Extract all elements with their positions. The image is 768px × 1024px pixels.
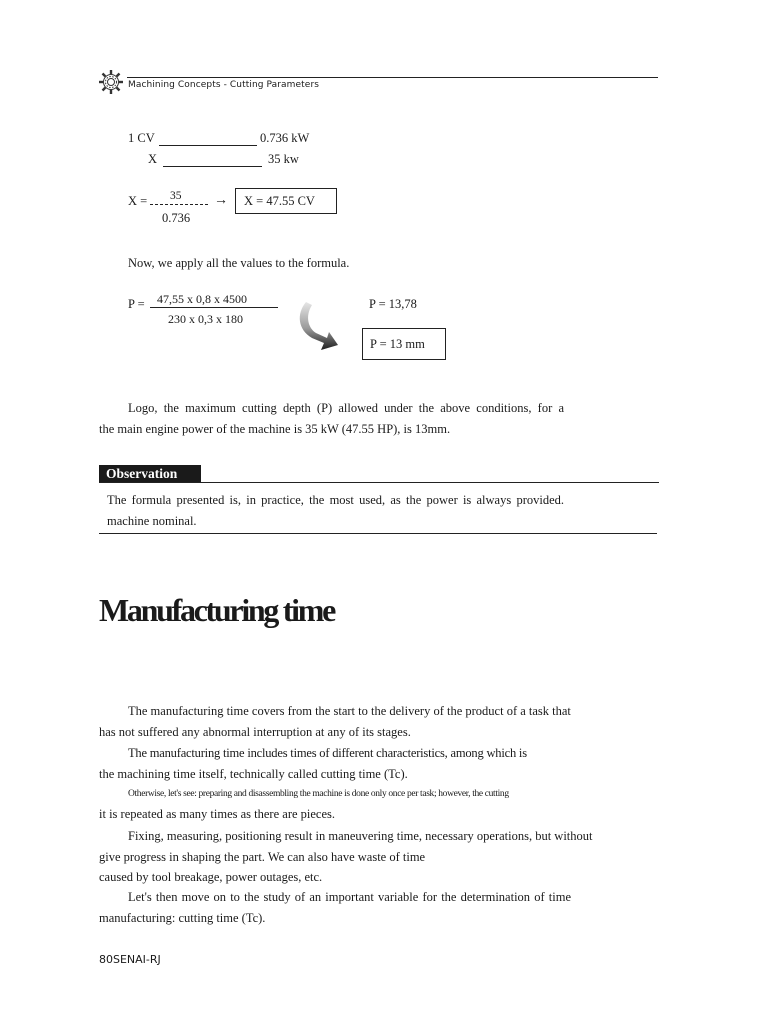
footer-page-number: 80SENAI-RJ: [99, 953, 161, 966]
body-line-9: caused by tool breakage, power outages, etc.: [99, 870, 323, 884]
formula-result-box: P = 13 mm: [362, 328, 446, 360]
conversion-x-equals: X =: [128, 194, 148, 208]
body-line-1: The manufacturing time covers from the start to the delivery of the product of a task that: [128, 704, 571, 718]
curved-arrow-icon: [292, 300, 362, 354]
conversion-arrow: →: [214, 193, 228, 208]
conversion-row1-left: 1 CV: [128, 131, 155, 145]
observation-rule-bottom: [99, 533, 657, 534]
section-title: Manufacturing time: [99, 592, 335, 628]
observation-rule-top: [99, 482, 659, 483]
body-line-8: give progress in shaping the part. We can also have waste of time: [99, 850, 426, 864]
conversion-row1-right: 0.736 kW: [260, 131, 310, 145]
conversion-row2-left: X: [148, 152, 158, 166]
conversion-result-box: X = 47.55 CV: [235, 188, 337, 214]
conversion-fraction-bar: [150, 204, 208, 205]
conversion-denominator: 0.736: [162, 211, 191, 225]
observation-label: Observation: [99, 465, 201, 482]
conclusion-line-2: the main engine power of the machine is 35 kW (47.55 HP), is 13mm.: [99, 422, 451, 436]
observation-line-2: machine nominal.: [107, 514, 197, 528]
formula-numerator: 47,55 x 0,8 x 4500: [157, 292, 247, 306]
conclusion-line-1: Logo, the maximum cutting depth (P) allowed under the above conditions, for a: [128, 401, 564, 415]
conversion-row1-rule: [159, 145, 257, 146]
formula-fraction-bar: [150, 307, 278, 308]
body-line-6: it is repeated as many times as there are pieces.: [99, 807, 336, 821]
observation-line-1: The formula presented is, in practice, the most used, as the power is always provided.: [107, 493, 564, 507]
formula-approx: P = 13,78: [369, 297, 417, 311]
formula-denominator: 230 x 0,3 x 180: [168, 312, 243, 326]
header-title: Machining Concepts - Cutting Parameters: [128, 80, 320, 90]
header-rule: [127, 77, 658, 78]
body-line-10: Let's then move on to the study of an important variable for the determination of time: [128, 890, 571, 904]
body-line-2: has not suffered any abnormal interruption at any of its stages.: [99, 725, 411, 739]
body-line-11: manufacturing: cutting time (Tc).: [99, 911, 266, 925]
body-line-5: Otherwise, let's see: preparing and disassembling the machine is done only once per task; however, the cutting: [128, 789, 509, 799]
formula-p-equals: P =: [128, 297, 145, 311]
conversion-numerator: 35: [170, 190, 182, 202]
body-line-4: the machining time itself, technically called cutting time (Tc).: [99, 767, 408, 781]
body-line-3: The manufacturing time includes times of different characteristics, among which is: [128, 746, 527, 760]
body-line-7: Fixing, measuring, positioning result in maneuvering time, necessary operations, but without: [128, 829, 593, 843]
gear-icon: [98, 69, 124, 95]
formula-intro: Now, we apply all the values to the formula.: [128, 256, 350, 270]
conversion-row2-right: 35 kw: [268, 152, 299, 166]
conversion-row2-rule: [163, 166, 262, 167]
